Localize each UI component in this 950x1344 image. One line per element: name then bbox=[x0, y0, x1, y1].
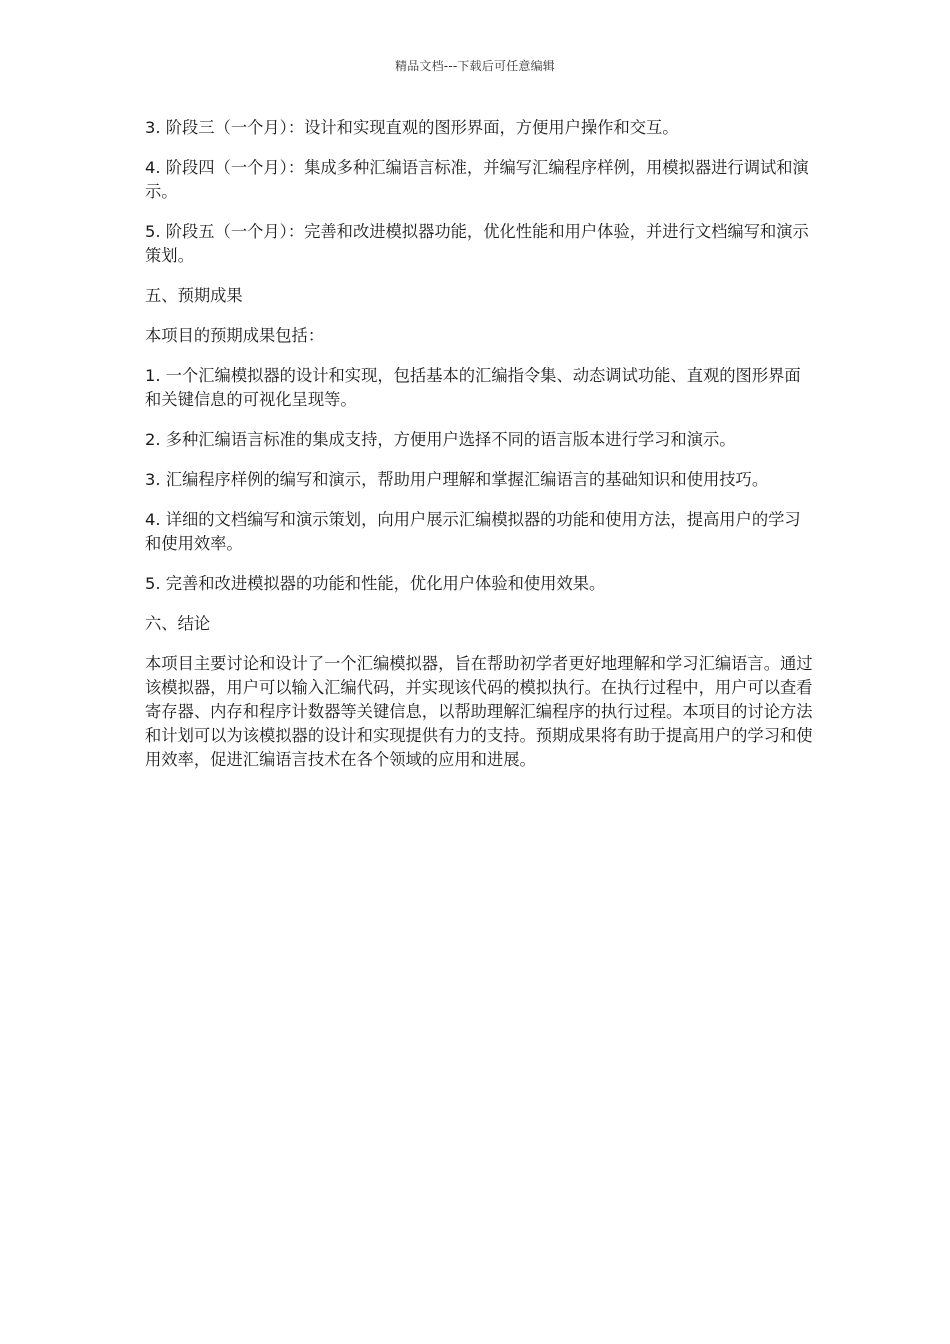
section-heading-expected-results: 五、预期成果 bbox=[145, 286, 243, 305]
paragraph-conclusion: 本项目主要讨论和设计了一个汇编模拟器，旨在帮助初学者更好地理解和学习汇编语言。通过该模拟器，用户可以输入汇编代码，并实现该代码的模拟执行。在执行过程中，用户可以查看寄存器、内存和程序计数器等关键信息，以帮助理解汇编程序的执行过程。本项目的讨论方法和计划可以为该模拟器的设计和实现提供有力的支持。预期成果将有助于提高用户的学习和使用效率，促进汇编语言技术在各个领域的应用和进展。 bbox=[145, 654, 813, 769]
paragraph-results-intro: 本项目的预期成果包括： bbox=[145, 326, 325, 345]
list-item-result-5: 5. 完善和改进模拟器的功能和性能，优化用户体验和使用效果。 bbox=[145, 574, 606, 593]
document-body bbox=[145, 116, 813, 788]
list-item-result-4: 4. 详细的文档编写和演示策划，向用户展示汇编模拟器的功能和使用方法，提高用户的学习和使用效率。 bbox=[145, 510, 801, 553]
list-item-result-2: 2. 多种汇编语言标准的集成支持，方便用户选择不同的语言版本进行学习和演示。 bbox=[145, 430, 736, 449]
paragraph-phase-5: 5. 阶段五（一个月）：完善和改进模拟器功能，优化性能和用户体验，并进行文档编写和演示策划。 bbox=[145, 222, 809, 265]
paragraph-phase-3: 3. 阶段三（一个月）：设计和实现直观的图形界面，方便用户操作和交互。 bbox=[145, 118, 679, 137]
list-item-result-3: 3. 汇编程序样例的编写和演示，帮助用户理解和掌握汇编语言的基础知识和使用技巧。 bbox=[145, 470, 769, 489]
section-heading-conclusion: 六、结论 bbox=[145, 614, 211, 633]
list-item-result-1: 1. 一个汇编模拟器的设计和实现，包括基本的汇编指令集、动态调试功能、直观的图形界面和关键信息的可视化呈现等。 bbox=[145, 366, 801, 409]
page-header: 精品文档---下载后可任意编辑 bbox=[395, 59, 555, 73]
paragraph-phase-4: 4. 阶段四（一个月）：集成多种汇编语言标准，并编写汇编程序样例，用模拟器进行调试和演示。 bbox=[145, 158, 809, 201]
